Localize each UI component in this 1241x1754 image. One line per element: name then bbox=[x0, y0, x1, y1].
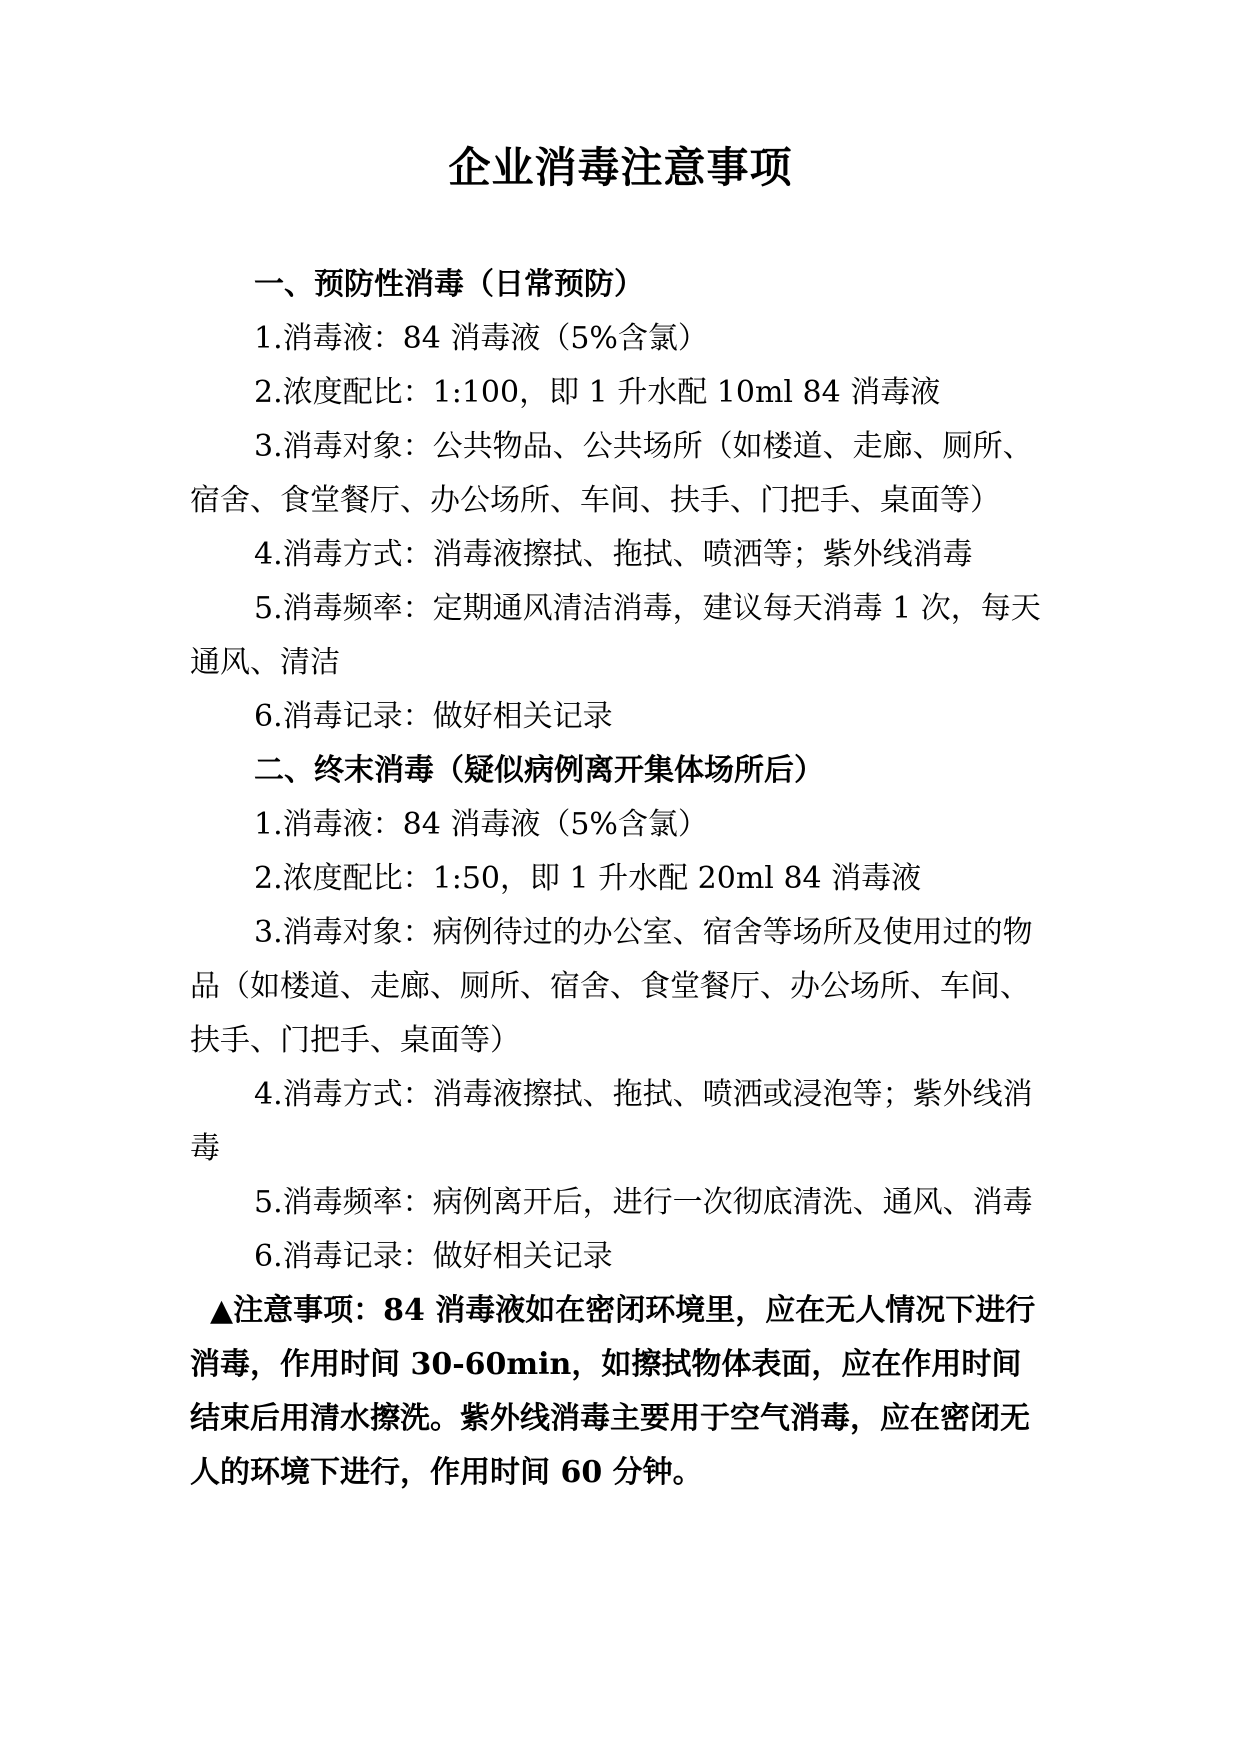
section2-item-1: 1.消毒液：84 消毒液（5%含氯） bbox=[254, 807, 708, 842]
section2-item-2: 2.浓度配比：1:50，即 1 升水配 20ml 84 消毒液 bbox=[254, 861, 922, 896]
section2-item-5: 5.消毒频率：病例离开后，进行一次彻底清洗、通风、消毒 bbox=[254, 1185, 1033, 1220]
section1-heading: 一、预防性消毒（日常预防） bbox=[254, 267, 644, 302]
section2-item-4: 4.消毒方式：消毒液擦拭、拖拭、喷洒或浸泡等；紫外线消毒 bbox=[190, 1077, 1033, 1166]
section2-heading: 二、终末消毒（疑似病例离开集体场所后） bbox=[254, 753, 824, 788]
section1-item-5: 5.消毒频率：定期通风清洁消毒，建议每天消毒 1 次，每天通风、清洁 bbox=[190, 591, 1041, 680]
section1-item-4: 4.消毒方式：消毒液擦拭、拖拭、喷洒等；紫外线消毒 bbox=[254, 537, 973, 572]
document-title: 企业消毒注意事项 bbox=[448, 143, 793, 192]
document-body bbox=[190, 258, 1050, 1500]
section1-item-1: 1.消毒液：84 消毒液（5%含氯） bbox=[254, 321, 708, 356]
section1-item-6: 6.消毒记录：做好相关记录 bbox=[254, 699, 613, 734]
caution-note: ▲注意事项：84 消毒液如在密闭环境里，应在无人情况下进行消毒，作用时间 30-60min，如擦拭物体表面，应在作用时间结束后用清水擦洗。紫外线消毒主要用于空气消毒，应在密闭无人的环境下进行，作用时间 60 分钟。 bbox=[190, 1293, 1036, 1490]
section2-item-6: 6.消毒记录：做好相关记录 bbox=[254, 1239, 613, 1274]
section1-item-3: 3.消毒对象：公共物品、公共场所（如楼道、走廊、厕所、宿舍、食堂餐厅、办公场所、车间、扶手、门把手、桌面等） bbox=[190, 429, 1033, 518]
section1-item-2: 2.浓度配比：1:100，即 1 升水配 10ml 84 消毒液 bbox=[254, 375, 941, 410]
section2-item-3: 3.消毒对象：病例待过的办公室、宿舍等场所及使用过的物品（如楼道、走廊、厕所、宿舍、食堂餐厅、办公场所、车间、扶手、门把手、桌面等） bbox=[190, 915, 1033, 1058]
